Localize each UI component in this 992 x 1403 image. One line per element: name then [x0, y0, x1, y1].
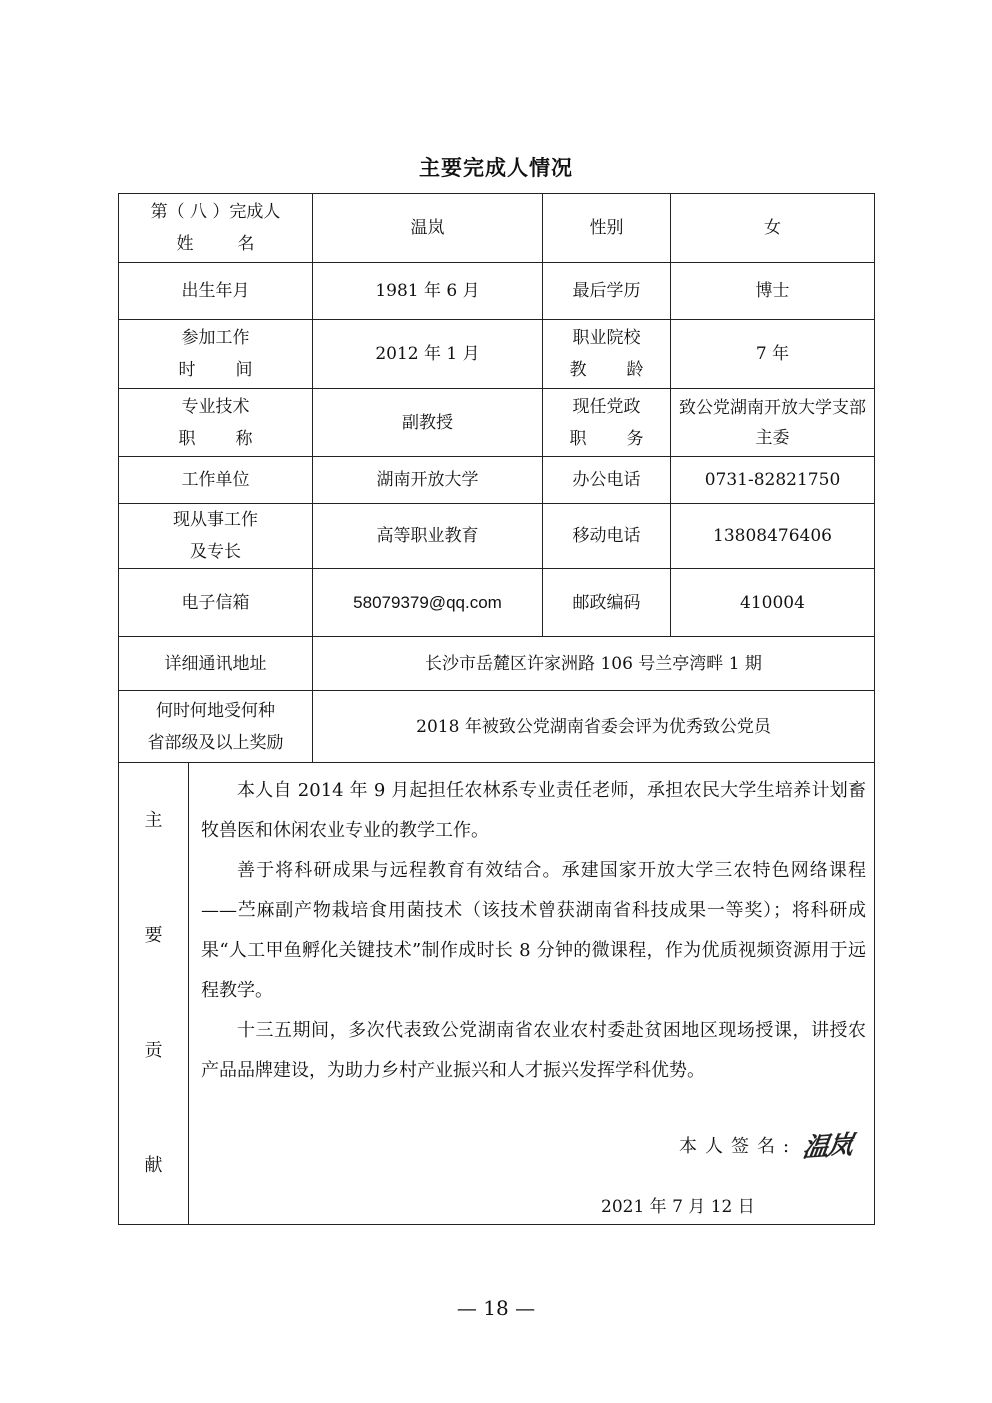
work-start-label-cell — [119, 320, 313, 389]
work-start-label-line2: 时间 — [178, 360, 293, 380]
award-value: 2018 年被致公党湖南省委会评为优秀致公党员 — [313, 691, 875, 763]
email-value: 58079379@qq.com — [313, 569, 543, 637]
teach-years-label-cell — [543, 320, 684, 389]
contribution-paragraph: 善于将科研成果与远程教育有效结合。承建国家开放大学三农特色网络课程——苎麻副产物栽培食用菌技术（该技术曾获湖南省科技成果一等奖）；将科研成果“人工甲鱼孵化关键技术”制作成时长 8 分钟的微课程，作为优质视频资源用于远程教学。 — [201, 860, 866, 1001]
signature-date: 2021 年 7 月 12 日 — [601, 1197, 755, 1217]
award-label-line2: 省部级及以上奖励 — [147, 732, 284, 753]
specialty-label-line1: 现从事工作 — [173, 510, 258, 530]
specialty-label-cell — [119, 504, 313, 569]
row-birth — [119, 263, 875, 320]
email-label: 电子信箱 — [119, 569, 313, 637]
employer-value: 湖南开放大学 — [313, 457, 543, 504]
signature-row — [679, 1130, 854, 1164]
contribution-side-label — [119, 763, 189, 1225]
signature-label: 本人签名: — [679, 1136, 798, 1157]
row-specialty — [119, 504, 875, 569]
party-post-value: 致公党湖南开放大学支部主委 — [671, 389, 875, 457]
row-award — [119, 691, 875, 763]
contribution-side-chars — [119, 763, 188, 1224]
teach-years-label-line1: 职业院校 — [572, 328, 641, 348]
page-number: — 18 — — [456, 1296, 536, 1320]
postcode-value: 410004 — [671, 569, 875, 637]
work-start-label-line1: 参加工作 — [181, 328, 250, 348]
row-name — [119, 194, 875, 263]
teach-years-label-line2: 教龄 — [569, 360, 684, 380]
row-address — [119, 637, 875, 691]
row-contribution — [119, 763, 875, 1225]
award-label-cell — [119, 691, 313, 763]
handwritten-signature: 温岚 — [800, 1130, 854, 1164]
award-label-line1: 何时何地受何种 — [156, 700, 275, 721]
office-phone-value: 0731-82821750 — [671, 457, 875, 504]
row-work-start — [119, 320, 875, 389]
contribution-paragraph: 十三五期间，多次代表致公党湖南省农业农村委赴贫困地区现场授课，讲授农产品品牌建设，为助力乡村产业振兴和人才振兴发挥学科优势。 — [201, 1020, 866, 1081]
contribution-body — [189, 763, 875, 1225]
row-email — [119, 569, 875, 637]
employer-label: 工作单位 — [119, 457, 313, 504]
row-tech-title — [119, 389, 875, 457]
edu-value: 博士 — [671, 263, 875, 320]
work-start-value: 2012 年 1 月 — [313, 320, 543, 389]
birth-value: 1981 年 6 月 — [313, 263, 543, 320]
gender-value: 女 — [671, 194, 875, 263]
party-post-label-line1: 现任党政 — [572, 396, 641, 417]
tech-title-label-line2: 职称 — [178, 428, 293, 449]
teach-years-value: 7 年 — [671, 320, 875, 389]
mobile-label: 移动电话 — [543, 504, 671, 569]
personal-info-table — [118, 193, 875, 1225]
name-label-cell — [119, 194, 313, 263]
address-label: 详细通讯地址 — [119, 637, 313, 691]
name-value: 温岚 — [313, 194, 543, 263]
side-char: 贡 — [144, 1040, 163, 1062]
gender-label: 性别 — [543, 194, 671, 263]
party-post-label-line2: 职务 — [569, 428, 684, 449]
birth-label: 出生年月 — [119, 263, 313, 320]
specialty-value: 高等职业教育 — [313, 504, 543, 569]
edu-label: 最后学历 — [543, 263, 671, 320]
address-value: 长沙市岳麓区许家洲路 106 号兰亭湾畔 1 期 — [313, 637, 875, 691]
name-label-line1: 第（ 八 ）完成人 — [150, 202, 281, 222]
specialty-label-line2: 及专长 — [190, 542, 241, 562]
mobile-value: 13808476406 — [671, 504, 875, 569]
contribution-paragraph: 本人自 2014 年 9 月起担任农林系专业责任老师，承担农民大学生培养计划畜牧兽医和休闲农业专业的教学工作。 — [201, 780, 866, 841]
side-char: 主 — [144, 809, 163, 831]
tech-title-value: 副教授 — [313, 389, 543, 457]
row-employer — [119, 457, 875, 504]
name-label-line2: 姓名 — [176, 234, 299, 254]
postcode-label: 邮政编码 — [543, 569, 671, 637]
tech-title-label-cell — [119, 389, 313, 457]
party-post-label-cell — [543, 389, 684, 457]
page-title: 主要完成人情况 — [419, 156, 573, 180]
side-char: 献 — [144, 1155, 163, 1177]
office-phone-label: 办公电话 — [543, 457, 671, 504]
side-char: 要 — [144, 924, 163, 946]
tech-title-label-line1: 专业技术 — [181, 396, 250, 417]
